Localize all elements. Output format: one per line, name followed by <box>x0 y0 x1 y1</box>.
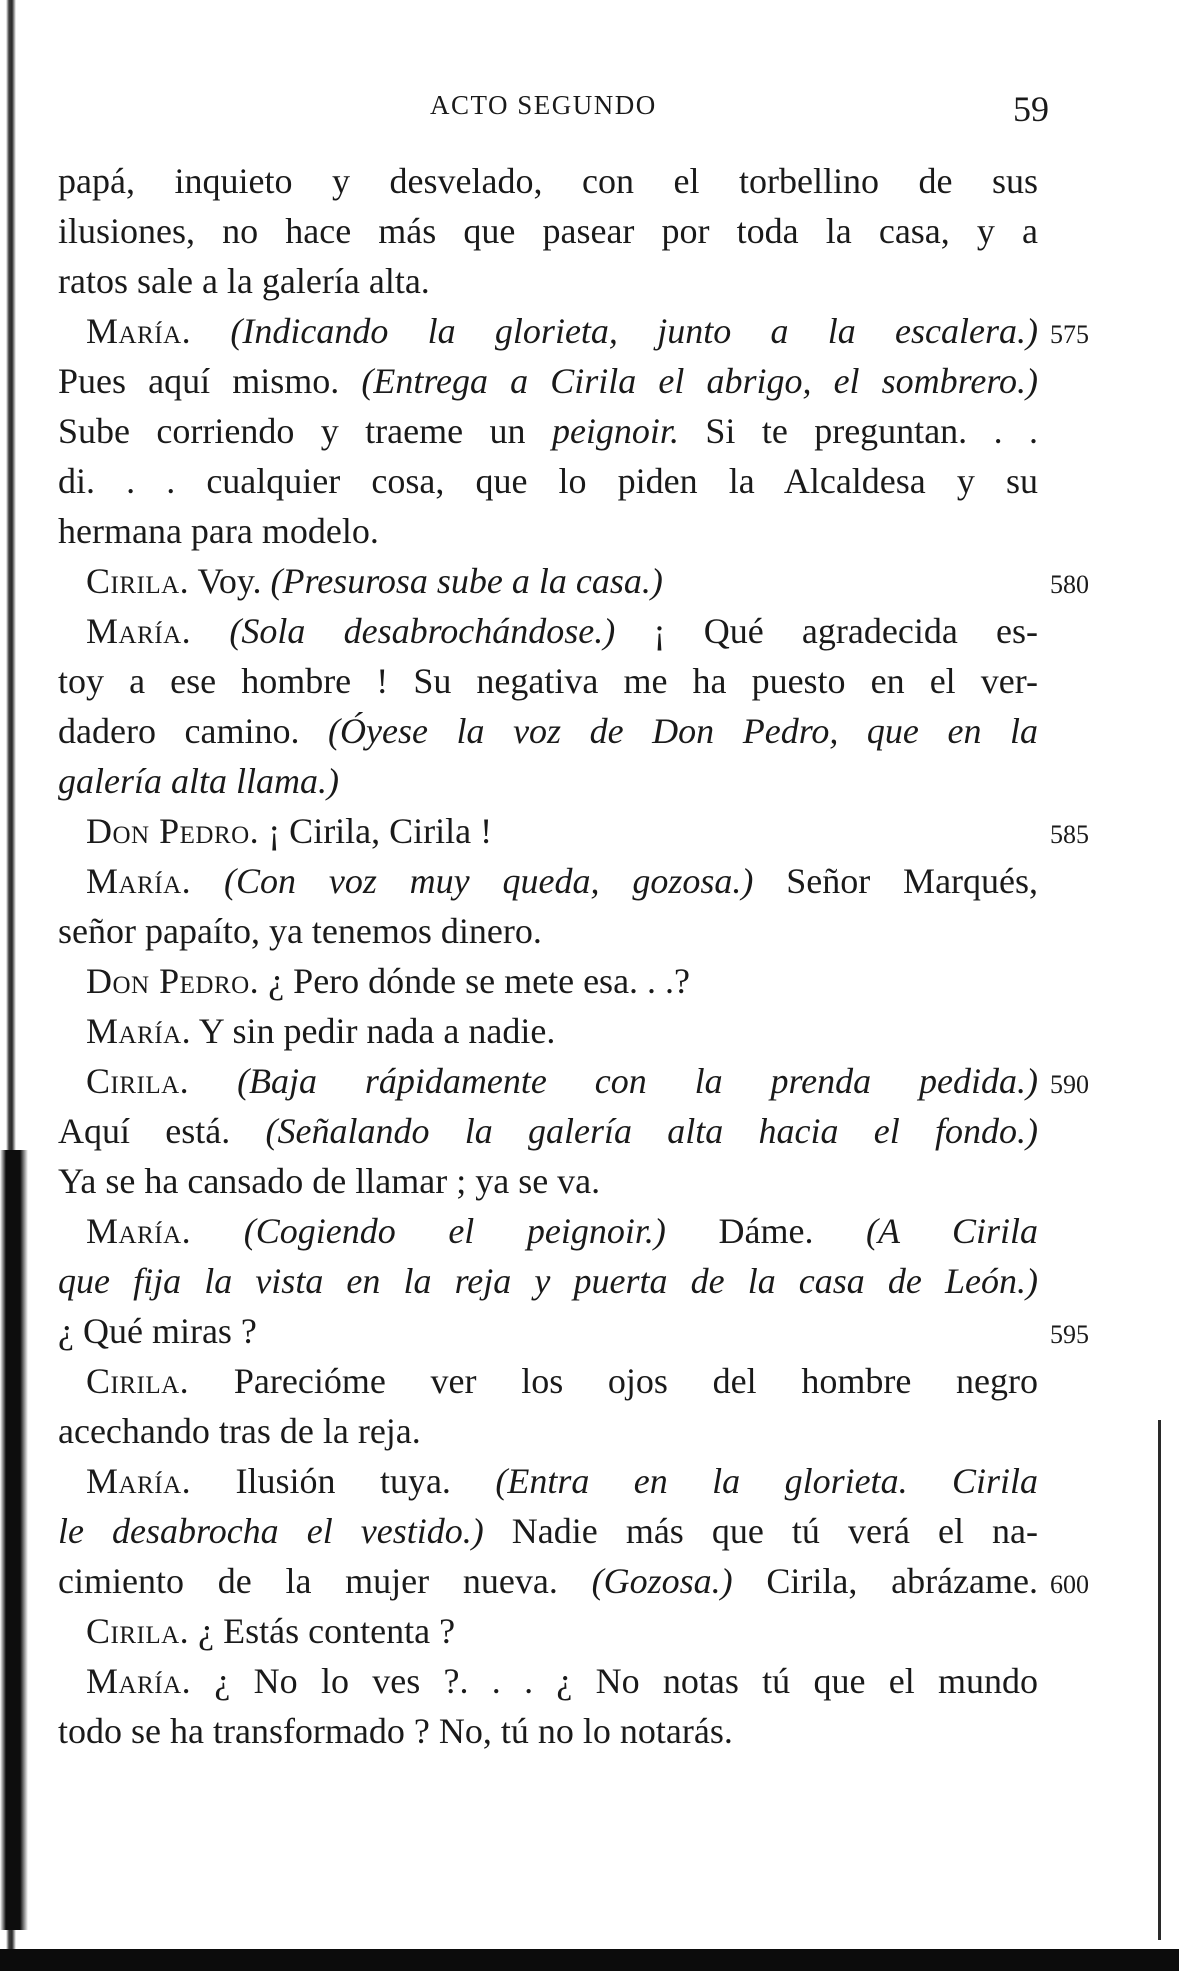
text-line <box>58 606 1038 656</box>
stage-direction: (A Cirila <box>866 1211 1039 1251</box>
dialogue-text: Sube corriendo y traeme un <box>58 411 552 451</box>
stage-direction: (Con voz muy queda, gozosa.) <box>223 861 754 901</box>
text-line <box>58 556 1089 606</box>
stage-direction: (Óyese la voz de Don Pedro, que en la <box>328 711 1039 751</box>
text-line <box>58 1406 1038 1456</box>
scan-right-edge <box>1158 1420 1161 1940</box>
line-number: 600 <box>1050 1570 1089 1599</box>
text-line <box>58 1556 1089 1606</box>
dialogue-text: ¿ No lo ves ?. . . ¿ No notas tú que el mundo <box>191 1661 1038 1701</box>
stage-direction: peignoir. <box>551 411 679 451</box>
text-line <box>58 256 1038 306</box>
line-text: acechando tras de la reja. <box>58 1411 421 1451</box>
text-line <box>58 1706 1038 1756</box>
stage-direction: (Indicando la glorieta, junto a la escalera.) <box>230 311 1038 351</box>
dialogue-text: dadero camino. <box>58 711 329 751</box>
text-line <box>58 1506 1038 1556</box>
line-number: 575 <box>1050 320 1089 349</box>
line-text: señor papaíto, ya tenemos dinero. <box>58 911 542 951</box>
dialogue-text: Si te preguntan. . . <box>678 411 1038 451</box>
dialogue-text: cimiento de la mujer nueva. <box>58 1561 592 1601</box>
dialogue-text: Voy. <box>189 561 271 601</box>
line-text: papá, inquieto y desvelado, con el torbellino de sus <box>58 161 1038 201</box>
text-line <box>58 1656 1038 1706</box>
dialogue-text: Dáme. <box>665 1211 867 1251</box>
text-line <box>58 956 1038 1006</box>
text-line <box>58 1456 1038 1506</box>
scan-bottom-edge <box>0 1949 1179 1971</box>
stage-direction: (Sola desabrochándose.) <box>229 611 616 651</box>
line-number: 580 <box>1050 570 1089 599</box>
dialogue-text: ¡ Qué agradecida es- <box>615 611 1039 651</box>
dialogue-text <box>191 611 229 651</box>
dialogue-text: Pues aquí mismo. <box>58 361 362 401</box>
dialogue-text: Ilusión tuya. <box>191 1461 496 1501</box>
line-number: 590 <box>1050 1070 1089 1099</box>
speaker-name: Cirila. <box>86 1361 190 1401</box>
dialogue-text <box>191 861 224 901</box>
stage-direction: que fija la vista en la reja y puerta de la casa de León.) <box>58 1261 1038 1301</box>
line-number: 595 <box>1050 1320 1089 1349</box>
line-text: hermana para modelo. <box>58 511 379 551</box>
text-line <box>58 906 1038 956</box>
speaker-name: María. <box>86 311 192 351</box>
line-text: toy a ese hombre ! Su negativa me ha puesto en el ver- <box>58 661 1038 701</box>
text-line <box>58 456 1038 506</box>
speaker-name: María. <box>86 1011 192 1051</box>
speaker-name: Don Pedro. <box>86 961 260 1001</box>
dialogue-text: Cirila, abrázame. <box>732 1561 1038 1601</box>
line-text: todo se ha transformado ? No, tú no lo notarás. <box>58 1711 733 1751</box>
text-line <box>58 1006 1038 1056</box>
text-line <box>58 756 1038 806</box>
stage-direction: (Entrega a Cirila el abrigo, el sombrero.) <box>361 361 1038 401</box>
line-text: ¿ Qué miras ? <box>58 1311 257 1351</box>
text-line <box>58 1206 1038 1256</box>
stage-direction: (Señalando la galería alta hacia el fondo.) <box>265 1111 1038 1151</box>
text-line <box>58 1306 1089 1356</box>
dialogue-text: Aquí está. <box>58 1111 266 1151</box>
text-line <box>58 356 1038 406</box>
speaker-name: Cirila. <box>86 561 190 601</box>
dialogue-text: Nadie más que tú verá el na- <box>483 1511 1038 1551</box>
speaker-name: María. <box>86 1461 192 1501</box>
text-line <box>58 1106 1038 1156</box>
text-line <box>58 806 1089 856</box>
stage-direction: (Presurosa sube a la casa.) <box>270 561 663 601</box>
line-number: 585 <box>1050 820 1089 849</box>
stage-direction: (Baja rápidamente con la prenda pedida.) <box>237 1061 1039 1101</box>
stage-direction: le desabrocha el vestido.) <box>58 1511 484 1551</box>
dialogue-text: ¿ Estás contenta ? <box>189 1611 456 1651</box>
dialogue-text <box>191 311 230 351</box>
text-line <box>58 156 1038 206</box>
speaker-name: Cirila. <box>86 1061 190 1101</box>
line-text: Ya se ha cansado de llamar ; ya se va. <box>58 1161 601 1201</box>
text-line <box>58 1156 1038 1206</box>
stage-direction: (Gozosa.) <box>591 1561 733 1601</box>
stage-direction: (Cogiendo el peignoir.) <box>243 1211 666 1251</box>
play-text <box>58 156 1088 1756</box>
text-line <box>58 856 1038 906</box>
speaker-name: María. <box>86 1661 192 1701</box>
text-line <box>58 1256 1038 1306</box>
line-text: ilusiones, no hace más que pasear por toda la casa, y a <box>58 211 1038 251</box>
text-line <box>58 306 1089 356</box>
dialogue-text <box>189 1061 237 1101</box>
dialogue-text: Parecióme ver los ojos del hombre negro <box>189 1361 1038 1401</box>
speaker-name: María. <box>86 861 192 901</box>
text-line <box>58 706 1038 756</box>
text-line <box>58 1606 1038 1656</box>
line-text: ratos sale a la galería alta. <box>58 261 430 301</box>
dialogue-text: ¡ Cirila, Cirila ! <box>259 811 493 851</box>
page-number: 59 <box>1013 89 1049 129</box>
speaker-name: Don Pedro. <box>86 811 260 851</box>
speaker-name: Cirila. <box>86 1611 190 1651</box>
running-title: ACTO SEGUNDO <box>430 90 657 120</box>
text-line <box>58 406 1038 456</box>
book-page <box>58 88 1088 1756</box>
stage-direction: (Entra en la glorieta. Cirila <box>495 1461 1039 1501</box>
speaker-name: María. <box>86 1211 192 1251</box>
line-text: di. . . cualquier cosa, que lo piden la Alcaldesa y su <box>58 461 1038 501</box>
scan-binding-shadow <box>0 1150 30 1930</box>
dialogue-text: Y sin pedir nada a nadie. <box>191 1011 556 1051</box>
text-line <box>58 506 1038 556</box>
text-line <box>58 1356 1038 1406</box>
speaker-name: María. <box>86 611 192 651</box>
dialogue-text: Señor Marqués, <box>753 861 1039 901</box>
dialogue-text: ¿ Pero dónde se mete esa. . .? <box>259 961 691 1001</box>
running-head <box>58 88 1088 136</box>
text-line <box>58 1056 1089 1106</box>
stage-direction: galería alta llama.) <box>58 761 339 801</box>
dialogue-text <box>191 1211 244 1251</box>
text-line <box>58 206 1038 256</box>
text-line <box>58 656 1038 706</box>
